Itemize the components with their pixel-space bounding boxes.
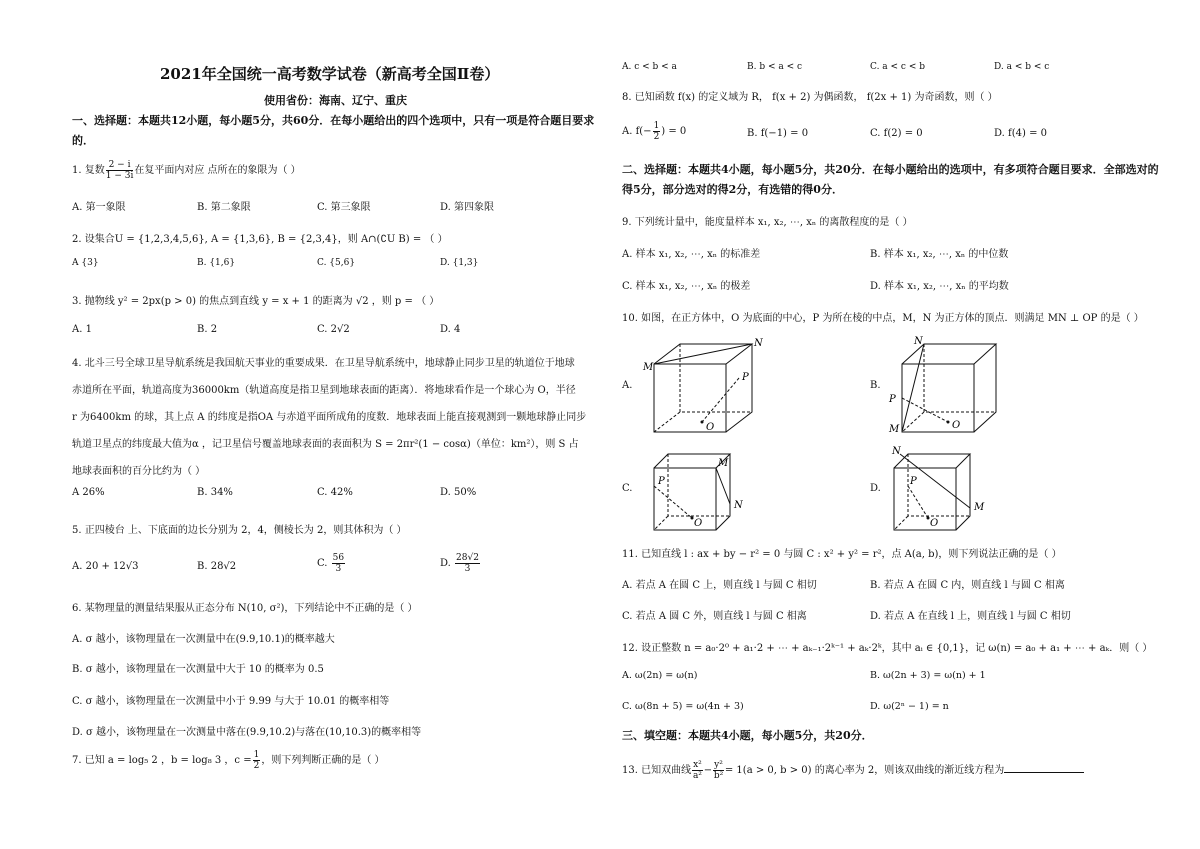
q3-option-b: B. 2: [197, 324, 218, 335]
q4-line-1: 4. 北斗三号全球卫星导航系统是我国航天事业的重要成果．在卫星导航系统中，地球静止同步卫星的轨道位于地球: [72, 358, 575, 369]
svg-text:M: M: [974, 502, 985, 513]
q4-option-d: D. 50%: [440, 487, 477, 498]
svg-text:O: O: [694, 518, 703, 529]
label-n: N: [754, 338, 763, 349]
svg-text:O: O: [952, 420, 961, 431]
q11-option-d: D. 若点 A 在直线 l 上，则直线 l 与圆 C 相切: [870, 611, 1071, 622]
q5-option-c: C. $\frac{56}{3}$: [317, 553, 345, 574]
q1-option-c: C. 第三象限: [317, 202, 371, 213]
svg-text:M: M: [889, 424, 900, 435]
q12-option-d: D. ω(2ⁿ − 1) = n: [870, 701, 949, 712]
q1-option-d: D. 第四象限: [440, 202, 495, 213]
section-2-heading: 二、选择题：本题共4小题，每小题5分，共20分．在每小题给出的选项中，有多项符合题目要求．全部选对的得5分，部分选对的得2分，有选错的得0分．: [622, 163, 1159, 196]
exam-subtitle: 使用省份：海南、辽宁、重庆: [264, 94, 407, 107]
svg-text:P: P: [889, 394, 896, 405]
q4-option-a: A 26%: [72, 487, 105, 498]
q8-option-a: A. f(− $\frac{1}{2}$ ) = 0: [622, 121, 687, 142]
q9-option-c: C. 样本 x₁, x₂, ⋯, xₙ 的极差: [622, 281, 751, 292]
q1-option-a: A. 第一象限: [72, 202, 126, 213]
q10-option-d-label: D.: [870, 483, 881, 494]
q9-option-b: B. 样本 x₁, x₂, ⋯, xₙ 的中位数: [870, 249, 1009, 260]
q7-option-a: A. c < b < a: [622, 62, 677, 72]
label-o: O: [706, 422, 715, 433]
q4-line-2: 赤道所在平面，轨道高度为36000km（轨道高度是指卫星到地球表面的距离）．将地球看作是一个球心为 O，半径: [72, 385, 576, 396]
svg-text:P: P: [910, 476, 917, 487]
q4-option-c: C. 42%: [317, 487, 353, 498]
q1-fraction: $\frac{2 - i}{1 - 3i}$: [105, 160, 134, 181]
svg-text:P: P: [658, 476, 665, 487]
section-3-heading: 三、填空题：本题共4小题，每小题5分，共20分．: [622, 729, 873, 742]
svg-text:N: N: [892, 446, 901, 457]
q12-option-a: A. ω(2n) = ω(n): [622, 670, 698, 681]
q4-line-4: 轨道卫星点的纬度最大值为α ，记卫星信号覆盖地球表面的表面积为 S = 2πr²(1 − cosα)（单位：km²），则 S 占: [72, 439, 579, 450]
q8-option-c: C. f(2) = 0: [870, 128, 923, 139]
q8-option-b: B. f(−1) = 0: [747, 128, 809, 139]
q11-option-a: A. 若点 A 在圆 C 上，则直线 l 与圆 C 相切: [622, 580, 817, 591]
q6-option-b: B. σ 越小，该物理量在一次测量中大于 10 的概率为 0.5: [72, 664, 324, 675]
question-2: 2. 设集合U = {1,2,3,4,5,6}, A = {1,3,6}, B = {2,3,4}，则 A∩(∁U B) = （ ）: [72, 234, 448, 245]
q9-option-d: D. 样本 x₁, x₂, ⋯, xₙ 的平均数: [870, 281, 1009, 292]
svg-text:O: O: [930, 518, 939, 529]
q3-option-c: C. 2√2: [317, 324, 350, 335]
svg-text:M: M: [718, 458, 729, 469]
q2-option-d: D. {1,3}: [440, 258, 479, 268]
q10-option-a-label: A.: [622, 380, 633, 391]
question-8: 8. 已知函数 f(x) 的定义域为 R， f(x + 2) 为偶函数， f(2x + 1) 为奇函数，则（ ）: [622, 92, 998, 103]
q12-option-c: C. ω(8n + 5) = ω(4n + 3): [622, 701, 744, 712]
q9-option-a: A. 样本 x₁, x₂, ⋯, xₙ 的标准差: [622, 249, 761, 260]
q6-option-d: D. σ 越小，该物理量在一次测量中落在(9.9,10.2)与落在(10,10.3)的概率相等: [72, 727, 422, 738]
q10-figure-b: [884, 336, 1014, 436]
q2-option-c: C. {5,6}: [317, 258, 356, 268]
q10-option-c-label: C.: [622, 483, 633, 494]
question-1: [72, 160, 301, 181]
question-3: 3. 抛物线 y² = 2px(p > 0) 的焦点到直线 y = x + 1 的距离为 √2 ，则 p = （ ）: [72, 296, 440, 307]
label-m: M: [643, 362, 654, 373]
q10-option-b-label: B.: [870, 380, 881, 391]
q8-option-d: D. f(4) = 0: [994, 128, 1047, 139]
question-10: 10. 如图，在正方体中，O 为底面的中心，P 为所在棱的中点，M，N 为正方体的顶点．则满足 MN ⊥ OP 的是（ ）: [622, 313, 1144, 324]
label-p: P: [742, 372, 749, 383]
question-6: 6. 某物理量的测量结果服从正态分布 N(10, σ²)，下列结论中不正确的是（ ）: [72, 603, 418, 614]
q2-option-a: A {3}: [72, 258, 99, 268]
q11-option-c: C. 若点 A 圆 C 外，则直线 l 与圆 C 相离: [622, 611, 807, 622]
question-5: 5. 正四棱台 上、下底面的边长分别为 2，4，侧棱长为 2，则其体积为（ ）: [72, 525, 407, 536]
q1-stem-pre: 1. 复数: [72, 165, 105, 176]
q6-option-a: A. σ 越小，该物理量在一次测量中在(9.9,10.1)的概率越大: [72, 634, 335, 645]
q3-option-a: A. 1: [72, 324, 92, 335]
exam-title: 2021年全国统一高考数学试卷（新高考全国Ⅱ卷）: [160, 65, 500, 83]
question-7: 7. 已知 a = log₅ 2 ，b = log₈ 3 ，c = $\frac{1}{2}$ ，则下列判断正确的是（ ）: [72, 750, 385, 771]
q12-option-b: B. ω(2n + 3) = ω(n) + 1: [870, 670, 986, 681]
section-1-heading: 一、选择题：本题共12小题，每小题5分，共60分．在每小题给出的四个选项中，只有一项是符合题目要求的．: [72, 114, 595, 147]
q7-option-d: D. a < b < c: [994, 62, 1050, 72]
svg-text:N: N: [734, 500, 743, 511]
q5-option-a: A. 20 + 12√3: [72, 561, 139, 572]
q6-option-c: C. σ 越小，该物理量在一次测量中小于 9.99 与大于 10.01 的概率相等: [72, 696, 390, 707]
q10-figure-a: [640, 336, 770, 436]
q5-option-b: B. 28√2: [197, 561, 237, 572]
q7-option-c: C. a < c < b: [870, 62, 925, 72]
q7-option-b: B. b < a < c: [747, 62, 803, 72]
question-12: 12. 设正整数 n = a₀·2⁰ + a₁·2 + ⋯ + aₖ₋₁·2ᵏ⁻¹ + aₖ·2ᵏ，其中 aᵢ ∈ {0,1}，记 ω(n) = a₀ + a₁ + ⋯ + aₖ．则（ ）: [622, 643, 1153, 654]
question-11: 11. 已知直线 l : ax + by − r² = 0 与圆 C : x² + y² = r²，点 A(a, b)，则下列说法正确的是（ ）: [622, 549, 1062, 560]
q3-option-d: D. 4: [440, 324, 461, 335]
q4-line-5: 地球表面积的百分比约为（ ）: [72, 466, 206, 477]
q4-line-3: r 为6400km 的球，其上点 A 的纬度是指OA 与赤道平面所成角的度数．地球表面上能直接观测到一颗地球静止同步: [72, 412, 587, 423]
q2-option-b: B. {1,6}: [197, 258, 236, 268]
q11-option-b: B. 若点 A 在圆 C 内，则直线 l 与圆 C 相离: [870, 580, 1065, 591]
q5-option-d: D. $\frac{28√2}{3}$: [440, 553, 479, 574]
question-9: 9. 下列统计量中，能度量样本 x₁, x₂, ⋯, xₙ 的离散程度的是（ ）: [622, 217, 913, 228]
q1-stem-post: 在复平面内对应 点所在的象限为（ ）: [134, 165, 301, 176]
q10-figure-c: [640, 446, 770, 536]
question-13: 13. 已知双曲线 $\frac{\text{x²}}{\text{a²}}$ − $\frac{\text{y²}}{\text{b²}}$ = 1(a > 0, b > 0) 的离心率为 2，则该双曲线的渐近线方程为: [622, 760, 1084, 781]
svg-text:N: N: [914, 336, 923, 347]
q13-answer-blank[interactable]: [1004, 762, 1084, 773]
q1-option-b: B. 第二象限: [197, 202, 251, 213]
q10-figure-d: [884, 446, 1014, 536]
q4-option-b: B. 34%: [197, 487, 233, 498]
